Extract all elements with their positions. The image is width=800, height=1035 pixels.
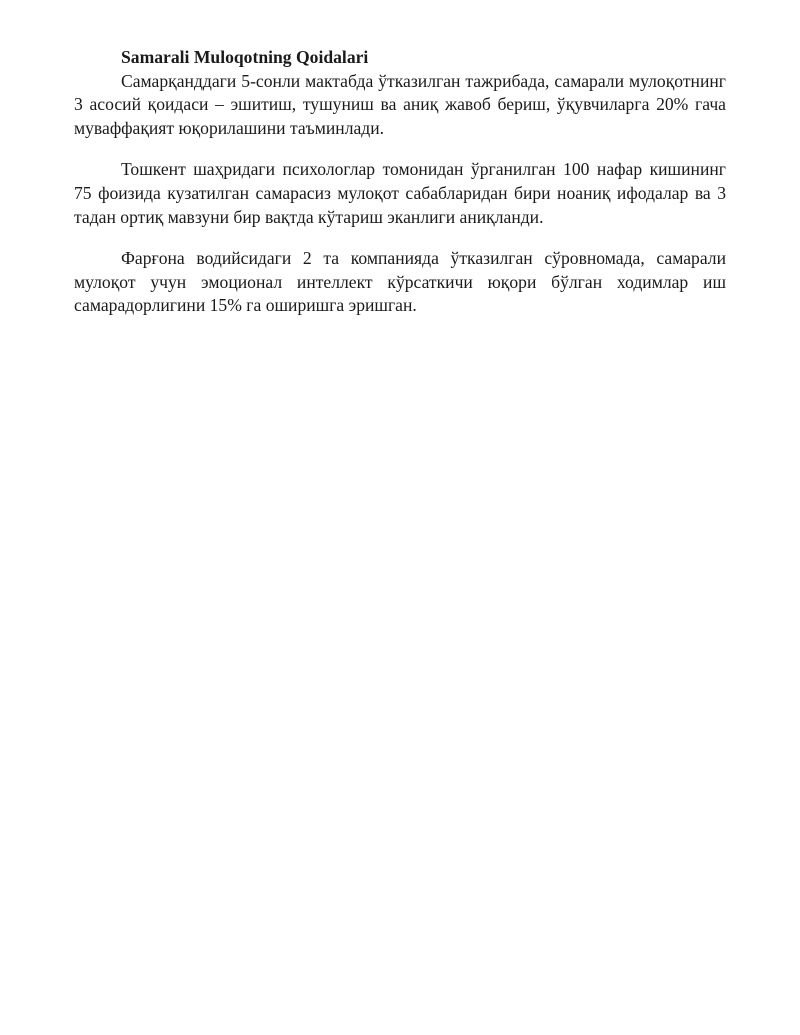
document-title: Samarali Muloqotning Qoidalari (121, 47, 369, 67)
paragraph-1: Самарқанддаги 5-сонли мактабда ўтказилган тажрибада, самарали мулоқотнинг 3 асосий қоидаси – эшитиш, тушуниш ва аниқ жавоб бериш, ўқувчиларга 20% гача муваффақият юқорилашини таъминлади. (74, 70, 726, 138)
paragraph-3: Фарғона водийсидаги 2 та компанияда ўтказилган сўровномада, самарали мулоқот учун эмоционал интеллект кўрсаткичи юқори бўлган ходимлар иш самарадорлигини 15% га оширишга эришган. (74, 248, 726, 316)
paragraph-2: Тошкент шаҳридаги психологлар томонидан ўрганилган 100 нафар кишининг 75 фоизида кузатилган самарасиз мулоқот сабабларидан бири ноаниқ ифодалар ва 3 тадан ортиқ мавзуни бир вақтда кўтариш эканлиги аниқланди. (74, 159, 726, 227)
document-body (74, 46, 726, 336)
